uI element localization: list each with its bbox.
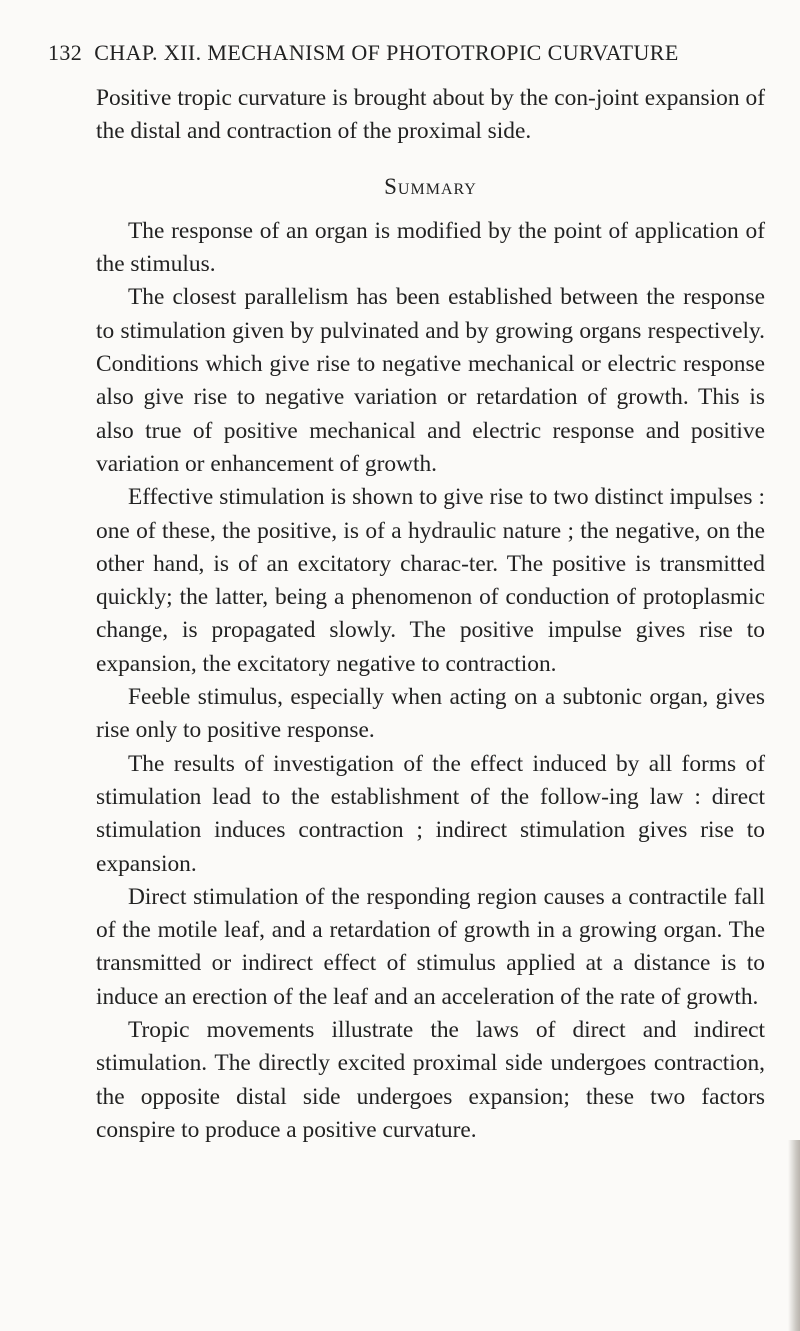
paragraph-6: Direct stimulation of the responding region causes a contractile fall of the motile leaf, and a retardation of growth in a growing organ. The transmitted or indirect effect of stimulus applied at a distance is to induce an erection of the leaf and an acceleration of the rate of growth. (96, 883, 765, 1010)
section-heading: Summary (384, 173, 477, 199)
paragraph-3: Effective stimulation is shown to give rise to two distinct impulses : one of these, the positive, is of a hydraulic nature ; the negative, on the other hand, is of an excitatory charac-ter. The positive is transmitted quickly; the latter, being a phenomenon of conduction of protoplasmic change, is propagated slowly. The positive impulse gives rise to expansion, the excitatory negative to contraction. (96, 484, 765, 677)
paragraph-7: Tropic movements illustrate the laws of direct and indirect stimulation. The directly excited proximal side undergoes contraction, the opposite distal side undergoes expansion; these two factors conspire to produce a positive curvature. (96, 1017, 765, 1143)
paragraph-5: The results of investigation of the effect induced by all forms of stimulation lead to the establishment of the follow-ing law : direct stimulation induces contraction ; indirect stimulation gives rise to expansion. (96, 750, 765, 877)
running-title: CHAP. XII. MECHANISM OF PHOTOTROPIC CURVATURE (94, 40, 679, 65)
intro-paragraph: Positive tropic curvature is brought about by the con-joint expansion of the distal and contraction of the proximal side. (96, 85, 765, 145)
paragraph-1: The response of an organ is modified by the point of application of the stimulus. (96, 217, 765, 278)
running-header (48, 40, 766, 66)
paragraph-4: Feeble stimulus, especially when acting on a subtonic organ, gives rise only to positive response. (96, 684, 765, 744)
page-number: 132 (48, 40, 83, 65)
page-body (96, 82, 765, 1147)
page-edge-shadow (788, 1140, 800, 1331)
paragraph-2: The closest parallelism has been established between the response to stimulation given by pulvinated and by growing organs respectively. Conditions which give rise to negative mechanical or electric response also give rise to negative variation or retardation of growth. This is also true of positive mechanical and electric response and positive variation or enhancement of growth. (96, 284, 765, 477)
